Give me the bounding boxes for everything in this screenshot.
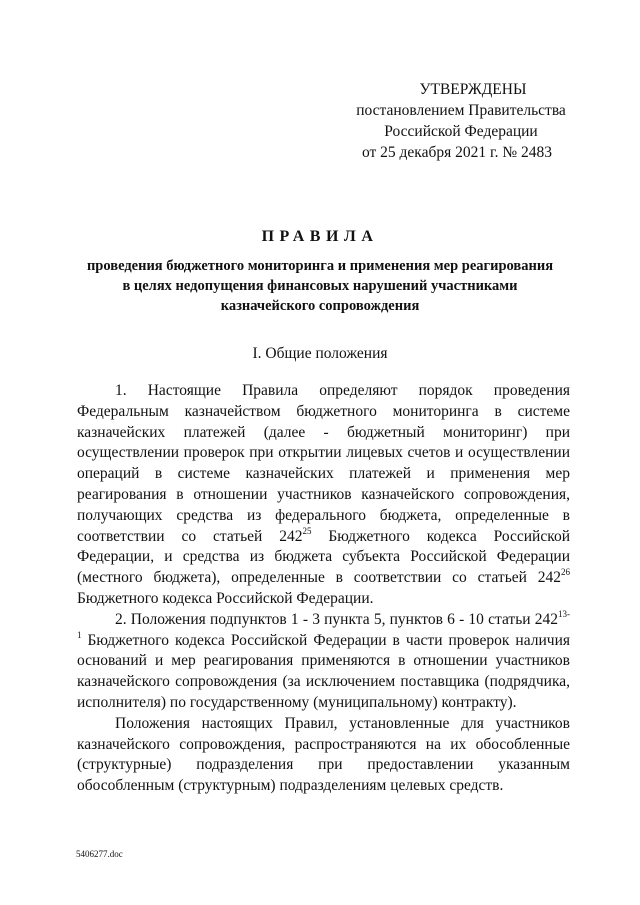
paragraph-2 — [77, 610, 570, 714]
subtitle-line: в целях недопущения финансовых нарушений участниками — [122, 278, 518, 294]
file-name-footer: 5406277.doc — [76, 849, 123, 859]
document-body — [77, 381, 570, 797]
paragraph-text: Бюджетного кодекса Российской Федерации в части проверок наличия оснований и мер реагирования применяются в отношении участников казначейского сопровождения (за исключением поставщика (подрядчика, исполнителя) по государственному (муниципальному) контракту). — [77, 631, 570, 711]
paragraph-1 — [77, 381, 570, 610]
approval-country: Российской Федерации — [384, 123, 538, 140]
section-heading: I. Общие положения — [252, 345, 388, 362]
paragraph-text: 2. Положения подпунктов 1 - 3 пункта 5, пунктов 6 - 10 статьи 242 — [115, 610, 558, 628]
paragraph-text: Положения настоящих Правил, установленные для участников казначейского сопровождения, распространяются на их обособленные (структурные) подразделения при предоставлении указанным обособленным (структурным) подразделениям целевых средств. — [77, 714, 570, 795]
subtitle-line: проведения бюджетного мониторинга и применения мер реагирования — [86, 258, 554, 274]
document-subtitle — [60, 256, 580, 316]
approval-date-number: от 25 декабря 2021 г. № 2483 — [361, 144, 553, 161]
superscript: 13-1 — [77, 608, 570, 640]
superscript: 26 — [561, 567, 570, 578]
superscript: 25 — [302, 525, 312, 536]
paragraph-3 — [77, 714, 570, 797]
paragraph-text: Бюджетного кодекса Российской Федерации. — [77, 589, 374, 607]
paragraph-text: 1. Настоящие Правила определяют порядок проведения Федеральным казначейством бюджетного мониторинга в системе казначейских платежей (далее - бюджетный мониторинг) при осуществлении проверок при открытии лицевых счетов и осуществлении операций в системе казначейских платежей и применения мер реагирования в отношении участников казначейского сопровождения, получающих средства из федерального бюджета, определенные в соответствии со статьей 242 — [77, 382, 570, 545]
paragraph-text: Бюджетного кодекса Российской Федерации, и средства из бюджета субъекта Российской Федерации (местного бюджета), определенные в соответствии со статьей 242 — [77, 527, 570, 587]
approval-decree: постановлением Правительства — [356, 102, 566, 119]
subtitle-line: казначейского сопровождения — [220, 298, 420, 314]
document-title: ПРАВИЛА — [261, 228, 379, 245]
approval-heading: УТВЕРЖДЕНЫ — [419, 81, 527, 98]
approval-stamp — [320, 79, 614, 163]
